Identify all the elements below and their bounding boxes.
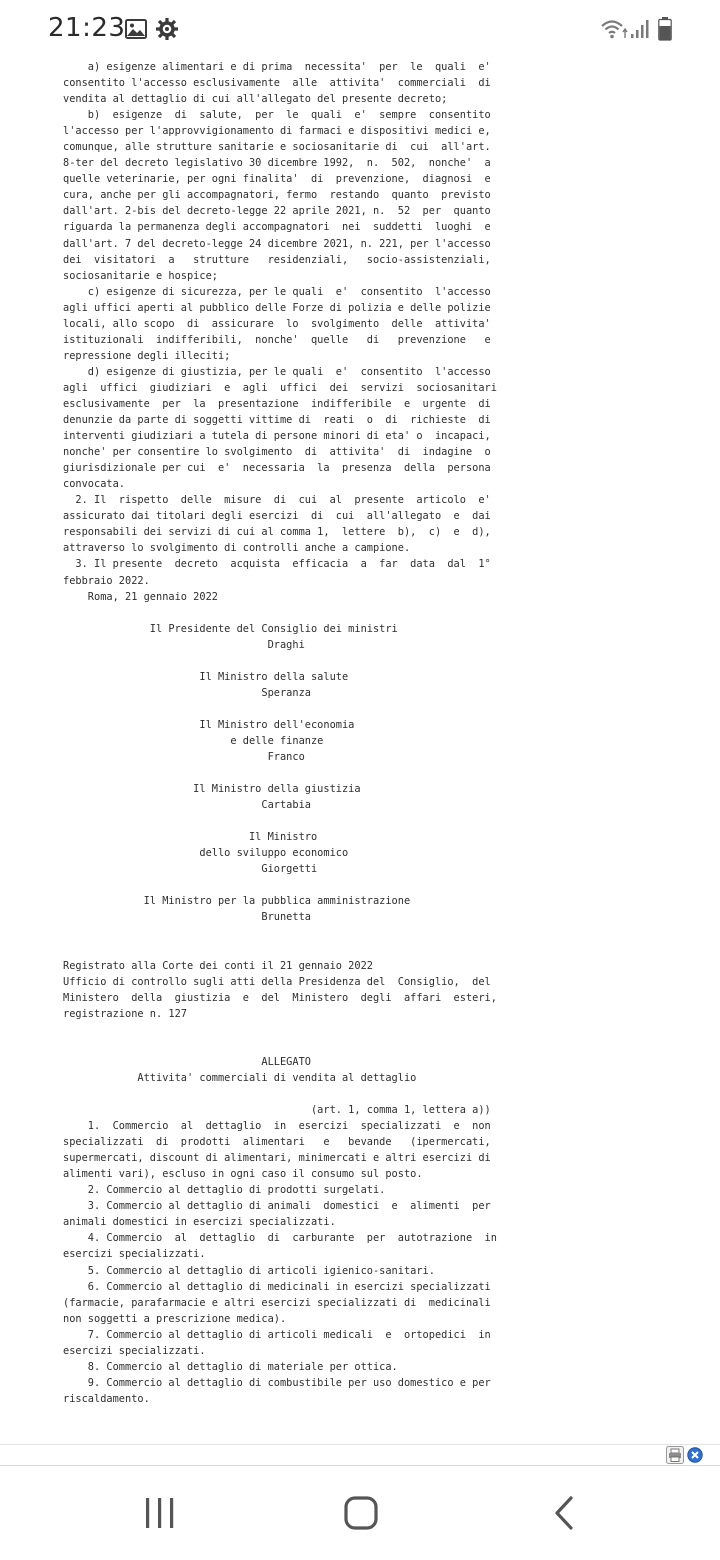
- document-line: alimenti vari), escluso in ogni caso il consumo sul posto.: [63, 1168, 423, 1181]
- document-line: Il Ministro per la pubblica amministrazione: [63, 895, 411, 908]
- document-line: sociosanitarie e hospice;: [63, 269, 218, 282]
- document-line: esercizi specializzati.: [63, 1344, 206, 1357]
- document-line: (farmacie, parafarmacie e altri esercizi specializzati di medicinali: [63, 1296, 491, 1309]
- document-line: (art. 1, comma 1, lettera a)): [63, 1104, 491, 1117]
- document-line: specializzati di prodotti alimentari e bevande (ipermercati,: [63, 1136, 491, 1149]
- document-line: [63, 701, 663, 717]
- document-line: animali domestici in esercizi specializzati.: [63, 1216, 336, 1229]
- document-line: 6. Commercio al dettaglio di medicinali in esercizi specializzati: [63, 1280, 491, 1293]
- document-line: riguarda la permanenza degli accompagnatori nei suddetti luoghi e: [63, 221, 491, 234]
- document-line: [63, 1022, 663, 1038]
- document-line: istituzionali indifferibili, nonche' quelle di prevenzione e: [63, 333, 491, 346]
- document-line: non soggetti a prescrizione medica).: [63, 1312, 287, 1325]
- document-line: 7. Commercio al dettaglio di articoli medicali e ortopedici in: [63, 1328, 491, 1341]
- document-line: Attivita' commerciali di vendita al dettaglio: [63, 1071, 417, 1084]
- document-line: 8-ter del decreto legislativo 30 dicembre 1992, n. 502, nonche' a: [63, 157, 491, 170]
- document-line: Brunetta: [63, 911, 311, 924]
- document-line: attraverso lo svolgimento di controlli anche a campione.: [63, 542, 411, 555]
- document-line: agli uffici aperti al pubblico delle Forze di polizia e delle polizie: [63, 301, 491, 314]
- divider: [0, 1444, 720, 1445]
- document-line: b) esigenze di salute, per le quali e' sempre consentito: [63, 109, 491, 122]
- document-line: dei visitatori a strutture residenziali, socio-assistenziali,: [63, 253, 491, 266]
- document-line: Il Ministro dell'economia: [63, 718, 355, 731]
- document-line: dall'art. 7 del decreto-legge 24 dicembre 2021, n. 221, per l'accesso: [63, 237, 491, 250]
- document-line: [63, 926, 663, 942]
- document-line: repressione degli illeciti;: [63, 349, 231, 362]
- close-icon[interactable]: [687, 1447, 703, 1463]
- document-line: riscaldamento.: [63, 1392, 150, 1405]
- status-bar: [0, 0, 720, 60]
- document-line: Draghi: [63, 638, 305, 651]
- document-line: quelle veterinarie, per ogni finalita' di prevenzione, diagnosi e: [63, 173, 491, 186]
- document-line: 4. Commercio al dettaglio di carburante per autotrazione in: [63, 1232, 497, 1245]
- document-line: [63, 653, 663, 669]
- document-line: registrazione n. 127: [63, 1007, 187, 1020]
- document-line: ALLEGATO: [63, 1055, 311, 1068]
- document-line: supermercati, discount di alimentari, minimercati e altri esercizi di: [63, 1152, 491, 1165]
- document-line: febbraio 2022.: [63, 574, 150, 587]
- document-line: nonche' per consentire lo svolgimento di attivita' di indagine o: [63, 446, 491, 459]
- document-line: esercizi specializzati.: [63, 1248, 206, 1261]
- document-line: Il Ministro della giustizia: [63, 783, 361, 796]
- document-line: 5. Commercio al dettaglio di articoli igienico-sanitari.: [63, 1264, 435, 1277]
- recent-apps-button[interactable]: [130, 1488, 190, 1538]
- document-line: 3. Il presente decreto acquista efficacia a far data dal 1°: [63, 558, 491, 571]
- battery-icon: [658, 17, 672, 41]
- status-time: 21:23: [48, 13, 126, 43]
- document-line: Ministero della giustizia e del Ministero degli affari esteri,: [63, 991, 497, 1004]
- document-line: 9. Commercio al dettaglio di combustibile per uso domestico e per: [63, 1376, 491, 1389]
- document-line: [63, 765, 663, 781]
- document-line: consentito l'accesso esclusivamente alle attivita' commerciali di: [63, 77, 491, 90]
- document-line: a) esigenze alimentari e di prima necessita' per le quali e': [63, 61, 491, 73]
- document-line: 2. Il rispetto delle misure di cui al presente articolo e': [63, 494, 491, 507]
- document-line: [63, 877, 663, 893]
- wifi-icon: [600, 18, 628, 40]
- document-line: assicurato dai titolari degli esercizi di cui all'allegato e dai: [63, 510, 491, 523]
- document-line: 8. Commercio al dettaglio di materiale per ottica.: [63, 1360, 398, 1373]
- document-text: [63, 59, 663, 1407]
- print-icon[interactable]: [666, 1446, 684, 1464]
- document-line: [63, 1086, 663, 1102]
- document-line: [63, 813, 663, 829]
- document-line: agli uffici giudiziari e agli uffici dei servizi sociosanitari: [63, 381, 497, 394]
- document-line: responsabili dei servizi di cui al comma 1, lettere b), c) e d),: [63, 526, 491, 539]
- document-line: comunque, alle strutture sanitarie e sociosanitarie di cui all'art.: [63, 141, 491, 154]
- document-line: locali, allo scopo di assicurare lo svolgimento delle attivita': [63, 317, 491, 330]
- document-line: Registrato alla Corte dei conti il 21 gennaio 2022: [63, 959, 373, 972]
- document-line: denunzie da parte di soggetti vittime di reati o di richieste di: [63, 414, 491, 427]
- document-line: Il Presidente del Consiglio dei ministri: [63, 622, 398, 635]
- document-line: e delle finanze: [63, 734, 324, 747]
- document-line: Giorgetti: [63, 863, 318, 876]
- document-line: d) esigenze di giustizia, per le quali e' consentito l'accesso: [63, 365, 491, 378]
- document-line: convocata.: [63, 478, 125, 491]
- document-line: dello sviluppo economico: [63, 847, 349, 860]
- home-button[interactable]: [331, 1488, 391, 1538]
- signal-icon: [630, 19, 652, 39]
- corner-toolbar: [666, 1446, 706, 1464]
- document-line: Franco: [63, 751, 305, 764]
- document-line: Il Ministro della salute: [63, 670, 349, 683]
- document-line: esclusivamente per la presentazione indifferibile e urgente di: [63, 397, 491, 410]
- document-line: 2. Commercio al dettaglio di prodotti surgelati.: [63, 1184, 386, 1197]
- document-line: Roma, 21 gennaio 2022: [63, 590, 218, 603]
- document-line: dall'art. 2-bis del decreto-legge 22 aprile 2021, n. 52 per quanto: [63, 205, 491, 218]
- document-line: l'accesso per l'approvvigionamento di farmaci e dispositivi medici e,: [63, 125, 491, 138]
- back-button[interactable]: [533, 1488, 593, 1538]
- home-icon: [331, 1488, 391, 1538]
- document-line: giurisdizionale per cui e' necessaria la presenza della persona: [63, 462, 491, 475]
- document-line: vendita al dettaglio di cui all'allegato del presente decreto;: [63, 93, 448, 106]
- document-line: [63, 1038, 663, 1054]
- document-line: cura, anche per gli accompagnatori, fermo restando quanto previsto: [63, 189, 491, 202]
- document-line: Speranza: [63, 686, 311, 699]
- document-line: 1. Commercio al dettaglio in esercizi specializzati e non: [63, 1120, 491, 1133]
- settings-cog-icon: [155, 17, 179, 41]
- document-line: Il Ministro: [63, 831, 318, 844]
- document-line: 3. Commercio al dettaglio di animali domestici e alimenti per: [63, 1200, 491, 1213]
- image-icon: [125, 19, 147, 39]
- document-line: [63, 942, 663, 958]
- document-line: Ufficio di controllo sugli atti della Presidenza del Consiglio, del: [63, 975, 491, 988]
- navigation-bar: [0, 1466, 720, 1560]
- recent-apps-icon: [130, 1488, 190, 1538]
- document-line: [63, 605, 663, 621]
- document-line: Cartabia: [63, 799, 311, 812]
- document-line: c) esigenze di sicurezza, per le quali e' consentito l'accesso: [63, 285, 491, 298]
- back-icon: [533, 1488, 593, 1538]
- document-line: interventi giudiziari a tutela di persone minori di eta' o incapaci,: [63, 430, 491, 443]
